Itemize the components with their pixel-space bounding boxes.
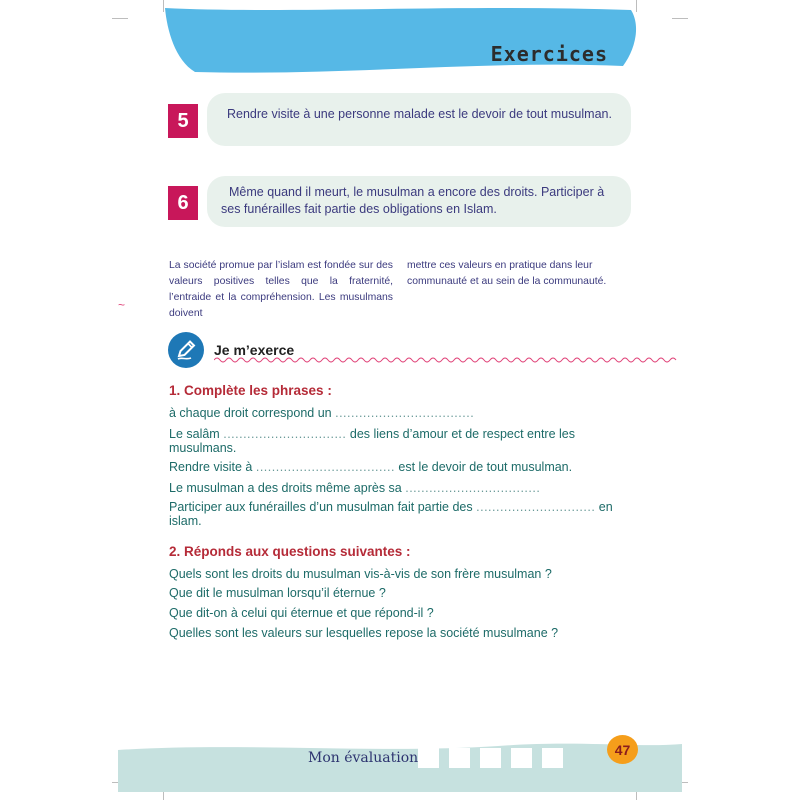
fill-in-sentence [169,406,639,420]
evaluation-box[interactable] [449,748,470,768]
sentence-end: des liens d’amour et de respect entre les musulmans. [169,427,575,455]
wavy-divider [214,356,680,364]
fill-in-sentence [169,481,639,495]
sentence-end: est le devoir de tout musulman. [398,460,573,474]
page-number: 47 [607,735,638,764]
question: Que dit-on à celui qui éternue et que répond-il ? [169,606,434,620]
sentence-start: Participer aux funérailles d’un musulman fait partie des [169,500,473,514]
paragraph-col-1: La société promue par l’islam est fondée sur des valeurs positives telles que la fraternité, l’entraide et la compréhension. Les musulmans doivent [169,260,393,319]
answer-blank: ................................... [335,406,475,420]
section-title: Je m’exerce [214,342,295,358]
page-title: Exercices [490,42,608,66]
pen-icon [168,332,204,368]
evaluation-box[interactable] [480,748,501,768]
crop-mark [163,0,164,12]
exercise-2-title: 2. Réponds aux questions suivantes : [169,544,411,559]
item-text-bubble [207,93,631,146]
question: Que dit le musulman lorsqu’il éternue ? [169,586,386,600]
decorative-mark: ~ [118,298,126,312]
question: Quelles sont les valeurs sur lesquelles repose la société musulmane ? [169,626,559,640]
item-text: Rendre visite à une personne malade est le devoir de tout musulman. [227,107,612,121]
fill-in-sentence [169,460,639,474]
fill-in-sentence [169,500,635,528]
evaluation-box[interactable] [418,748,439,768]
answer-blank: .................................. [405,481,541,495]
item-number: 5 [168,104,198,138]
footer-band [118,740,682,792]
answer-blank: ............................... [223,427,347,441]
item-text-bubble [207,176,631,227]
sentence-start: à chaque droit correspond un [169,406,332,420]
header-banner [165,0,645,80]
answer-blank: .............................. [476,500,596,514]
evaluation-box[interactable] [542,748,563,768]
item-text: Même quand il meurt, le musulman a encore des droits. Participer à ses funérailles fait partie des obligations en Islam. [221,185,605,216]
question: Quels sont les droits du musulman vis-à-vis de son frère musulman ? [169,567,552,581]
sentence-end: en islam. [169,500,613,528]
exercise-1-title: 1. Complète les phrases : [169,383,332,398]
paragraph-col-2: mettre ces valeurs en pratique dans leur communauté et au sein de la communauté. [407,260,607,287]
evaluation-label: Mon évaluation [308,750,419,766]
answer-blank: ................................... [255,460,395,474]
crop-mark [112,18,128,19]
item-number: 6 [168,186,198,220]
sentence-start: Le salâm [169,427,220,441]
sentence-start: Rendre visite à [169,460,253,474]
fill-in-sentence [169,427,635,455]
evaluation-box[interactable] [511,748,532,768]
crop-mark [672,18,688,19]
sentence-start: Le musulman a des droits même après sa [169,481,402,495]
